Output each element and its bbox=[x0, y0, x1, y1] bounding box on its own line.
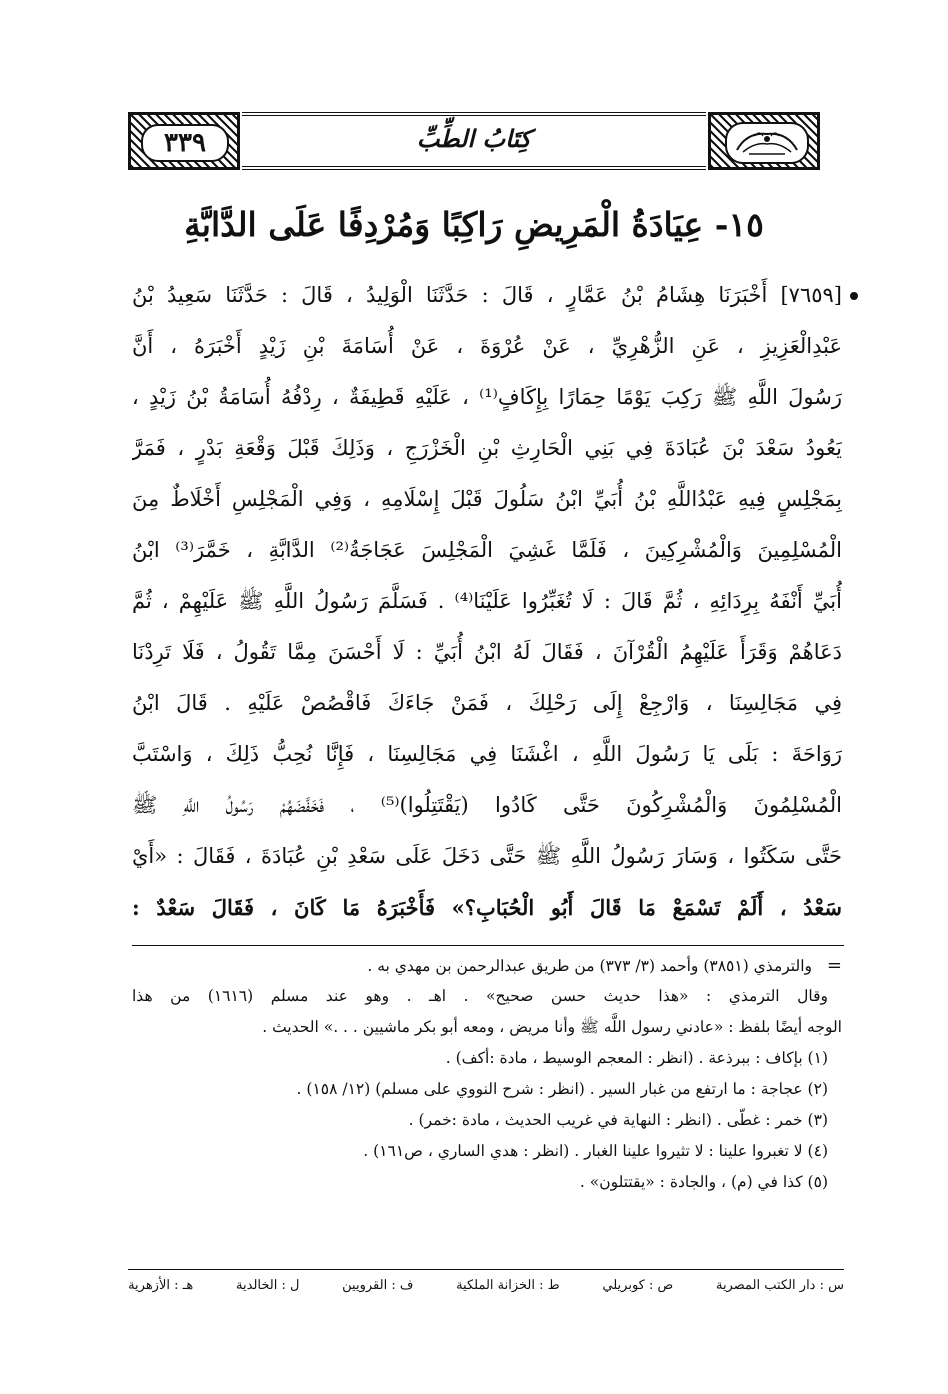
body-line: الْمُسْلِمُونَ وَالْمُشْرِكُونَ حَتَّى كَادُوا (يَقْتَتِلُوا)⁽⁵⁾ ، فَخَفَّضَهُمْ رَسُولُ اللَّهِ ﷺ bbox=[132, 793, 842, 817]
body-line: فِي مَجَالِسِنَا ، وَارْجِعْ إِلَى رَحْلِكَ ، فَمَنْ جَاءَكَ فَاقْصُصْ عَلَيْهِ . قَالَ ابْنُ bbox=[132, 691, 842, 715]
footnote-line: (٤) لا تغبروا علينا : لا تثيروا علينا الغبار . (انظر : هدي الساري ، ص١٦١) . bbox=[363, 1142, 828, 1160]
body-line: أُبَيِّ أَنْفَهُ بِرِدَائِهِ ، ثُمَّ قَالَ : لَا تُغَبِّرُوا عَلَيْنَا⁽⁴⁾ . فَسَلَّمَ رَسُولُ اللَّهِ ﷺ عَلَيْهِمْ ، ثُمَّ bbox=[132, 589, 842, 613]
seal-frame bbox=[708, 112, 820, 170]
legend-item: ص : كوبريلي bbox=[602, 1278, 674, 1293]
body-line: عَبْدِالْعَزِيزِ ، عَنِ الزُّهْرِيِّ ، عَنْ عُرْوَةَ ، عَنْ أُسَامَةَ بْنِ زَيْدٍ أَخْبَرَهُ ، أَنَّ bbox=[132, 334, 842, 358]
body-line: دَعَاهُمْ وَقَرَأَ عَلَيْهِمُ الْقُرْآنَ ، فَقَالَ لَهُ ابْنُ أُبَيِّ : لَا أَحْسَنَ مِمَّا تَقُولُ ، فَلَا تَرِدْنَا bbox=[132, 640, 842, 664]
footnotes bbox=[132, 950, 842, 1198]
manuscript-legend bbox=[128, 1273, 844, 1299]
body-line: بِمَجْلِسٍ فِيهِ عَبْدُاللَّهِ بْنُ أُبَيِّ ابْنُ سَلُولَ قَبْلَ إِسْلَامِهِ ، وَفِي الْمَجْلِسِ أَخْلَاطٌ مِنَ bbox=[132, 487, 842, 511]
footnote-line: الوجه أيضًا بلفظ : «عادني رسول اللَّه ﷺ وأنا مريض ، ومعه أبو بكر ماشيين . . .» الحديث . bbox=[262, 1018, 842, 1036]
chapter-heading: ١٥- عِيَادَةُ الْمَرِيضِ رَاكِبًا وَمُرْدِفًا عَلَى الدَّابَّةِ bbox=[184, 205, 764, 244]
body-line: حَتَّى سَكَتُوا ، وَسَارَ رَسُولُ اللَّهِ ﷺ حَتَّى دَخَلَ عَلَى سَعْدِ بْنِ عُبَادَةَ ، فَقَالَ : «أَيْ bbox=[132, 844, 842, 868]
legend-item: هـ : الأزهرية bbox=[128, 1278, 194, 1293]
body-line: الْمُسْلِمِينَ وَالْمُشْرِكِينَ ، فَلَمَّا غَشِيَ الْمَجْلِسَ عَجَاجَةُ⁽²⁾ الدَّابَّةِ ، خَمَّرَ⁽³⁾ ابْنُ bbox=[132, 538, 842, 562]
header-title-band bbox=[242, 112, 706, 170]
page-number: ٣٣٩ bbox=[141, 124, 229, 162]
legend-item: ل : الخالدية bbox=[236, 1278, 300, 1293]
body-line: رَوَاحَةَ : بَلَى يَا رَسُولَ اللَّهِ ، اغْشَنَا فِي مَجَالِسِنَا ، فَإِنَّا نُحِبُّ ذَلِكَ ، وَاسْتَبَّ bbox=[132, 742, 842, 766]
legend-rule bbox=[128, 1269, 844, 1270]
legend-item: ط : الخزانة الملكية bbox=[456, 1278, 560, 1293]
footnote-divider bbox=[132, 945, 844, 946]
footnote-text: والترمذي (٣٨٥١) وأحمد (٣/ ٣٧٣) من طريق عبدالرحمن بن مهدي به . bbox=[367, 957, 812, 975]
book-title: كِتَابُ الطِّبِّ bbox=[416, 124, 532, 153]
body-line: [٧٦٥٩] أَخْبَرَنَا هِشَامُ بْنُ عَمَّارٍ ، قَالَ : حَدَّثَنَا الْوَلِيدُ ، قَالَ : حَدَّثَنَا سَعِيدُ بْنُ bbox=[132, 283, 842, 307]
footnote-line: وقال الترمذي : «هذا حديث حسن صحيح» . اهـ . وهو عند مسلم (١٦١٦) من هذا bbox=[132, 987, 828, 1005]
footnote-line bbox=[132, 950, 842, 981]
body-line: سَعْدُ ، أَلَمْ تَسْمَعْ مَا قَالَ أَبُو الْحُبَابِ؟» فَأَخْبَرَهُ مَا كَانَ ، فَقَالَ سَعْدٌ : bbox=[132, 895, 842, 920]
footnote-line: (٥) كذا في (م) ، والجادة : «يقتتلون» . bbox=[579, 1173, 828, 1191]
legend-item: ف : القرويين bbox=[342, 1278, 414, 1293]
body-line: رَسُولَ اللَّهِ ﷺ رَكِبَ يَوْمًا حِمَارًا بِإِكَافٍ⁽¹⁾ ، عَلَيْهِ قَطِيفَةٌ ، رِدْفُهُ أُسَامَةُ بْنُ زَيْدٍ ، bbox=[132, 385, 842, 409]
footnote-line: (٢) عجاجة : ما ارتفع من غبار السير . (انظر : شرح النووي على مسلم) (١٢/ ١٥٨) . bbox=[296, 1080, 828, 1098]
running-header bbox=[128, 112, 820, 170]
footnote-line: (١) بإكاف : ببرذعة . (انظر : المعجم الوسيط ، مادة :أكف) . bbox=[445, 1049, 828, 1067]
emblem-seal-icon bbox=[725, 122, 809, 164]
hadith-body bbox=[132, 270, 842, 933]
footnote-line: (٣) خمر : غطّى . (انظر : النهاية في غريب الحديث ، مادة :خمر) . bbox=[408, 1111, 828, 1129]
bullet-icon bbox=[850, 292, 858, 300]
legend-item: س : دار الكتب المصرية bbox=[715, 1278, 844, 1293]
body-line: يَعُودُ سَعْدَ بْنَ عُبَادَةَ فِي بَنِي الْحَارِثِ بْنِ الْخَزْرَجِ ، وَذَلِكَ قَبْلَ وَقْعَةِ بَدْرٍ ، فَمَرَّ bbox=[132, 436, 842, 460]
page-number-frame bbox=[128, 112, 240, 170]
continuation-mark: = bbox=[826, 955, 842, 976]
